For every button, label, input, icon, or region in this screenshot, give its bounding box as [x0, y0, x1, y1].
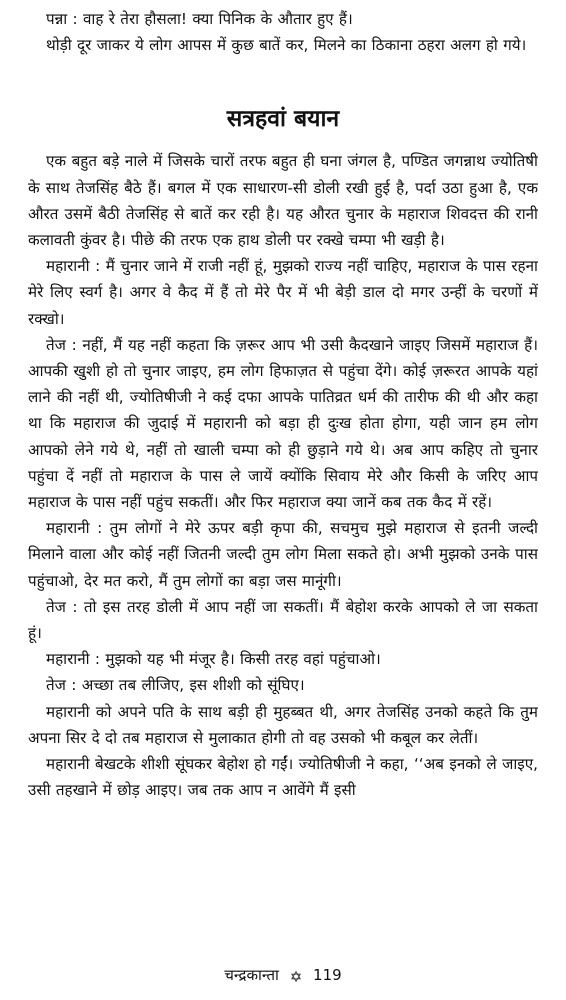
paragraph-8: महारानी को अपने पति के साथ बड़ी ही मुहब्बत थी, अगर तेजसिंह उनको कहते कि तुम अपना सिर दे दो तब महाराज से मुलाकात होगी तो वह उसको भी कबूल कर लेतीं। [28, 702, 538, 747]
paragraph-4: महारानी : तुम लोगों ने मेरे ऊपर बड़ी कृपा की, सचमुच मुझे महाराज से इतनी जल्दी मिलाने वाला और कोई नहीं जितनी जल्दी तुम लोग मिला सकते हो। अभी मुझको उनके पास पहुंचाओ, देर मत करो, मैं तुम लोगों का बड़ा जस मानूंगी। [28, 519, 538, 590]
paragraph-5: तेज : तो इस तरह डोली में आप नहीं जा सकतीं। मैं बेहोश करके आपको ले जा सकता हूं। [28, 597, 538, 643]
paragraph-9: महारानी बेखटके शीशी सूंघकर बेहोश हो गईं। ज्योतिषीजी ने कहा, ‘‘अब इनको ले जाइए, उसी तहखाने में छोड़ आइए। जब तक आप न आवेंगे मैं इसी [28, 755, 538, 800]
paragraph-1: एक बहुत बड़े नाले में जिसके चारों तरफ बहुत ही घना जंगल है, पण्डित जगन्नाथ ज्योतिषी के साथ तेजसिंह बैठे हैं। बगल में एक साधारण-सी डोली रखी हुई है, पर्दा उठा हुआ है, एक औरत उसमें बैठी तेजसिंह से बातें कर रही है। यह औरत चुनार के महाराज शिवदत्त की रानी कलावती कुंवर है। पीछे की तरफ एक हाथ डोली पर रक्खे चम्पा भी खड़ी है। [28, 152, 538, 250]
paragraph-3: तेज : नहीं, मैं यह नहीं कहता कि ज़रूर आप भी उसी कैदखाने जाइए जिसमें महाराज हैं। आपकी खुशी हो तो चुनार जाइए, हम लोग हिफाज़त से पहुंचा देंगे। कोई ज़रूरत आपके यहां लाने की नहीं थी, ज्योतिषीजी ने कई दफा आपके पातिव्रत धर्म की तारीफ की थी और कहा था कि महाराज की जुदाई में महारानी को बड़ा ही दुःख होता होगा, यही जान हम लोग आपको लेने गये थे, नहीं तो खाली चम्पा को ही छुड़ाने गये थे। अब आप कहिए तो चुनार पहुंचा दें नहीं तो महाराज के पास ले जायें क्योंकि सिवाय मेरे और किसी के जरिए आप महाराज के पास नहीं पहुंच सकतीं। और फिर महाराज क्या जानें कब तक कैद में रहें। [28, 335, 538, 512]
chapter-title: सत्रहवां बयान [226, 106, 340, 133]
paragraph-top-2: थोड़ी दूर जाकर ये लोग आपस में कुछ बातें कर, मिलने का ठिकाना ठहरा अलग हो गये। [46, 36, 527, 55]
footer-book-title: चन्द्रकान्ता [224, 966, 279, 984]
page-footer [0, 964, 566, 988]
paragraph-7: तेज : अच्छा तब लीजिए, इस शीशी को सूंघिए। [46, 676, 305, 695]
paragraph-6: महारानी : मुझको यह भी मंजूर है। किसी तरह वहां पहुंचाओ। [46, 650, 381, 669]
book-page [28, 6, 538, 966]
paragraph-2: महारानी : मैं चुनार जाने में राजी नहीं हूं, मुझको राज्य नहीं चाहिए, महाराज के पास रहना मेरे लिए स्वर्ग है। अगर वे कैद में हैं तो मेरे पैर में भी बेड़ी डाल दो मगर उन्हीं के चरणों में रक्खो। [28, 257, 538, 328]
page-number: 119 [313, 966, 342, 984]
star-of-david-icon: ✡ [289, 968, 303, 986]
paragraph-top-1: पन्ना : वाह रे तेरा हौसला! क्या पिनिक के औतार हुए हैं। [46, 10, 353, 28]
